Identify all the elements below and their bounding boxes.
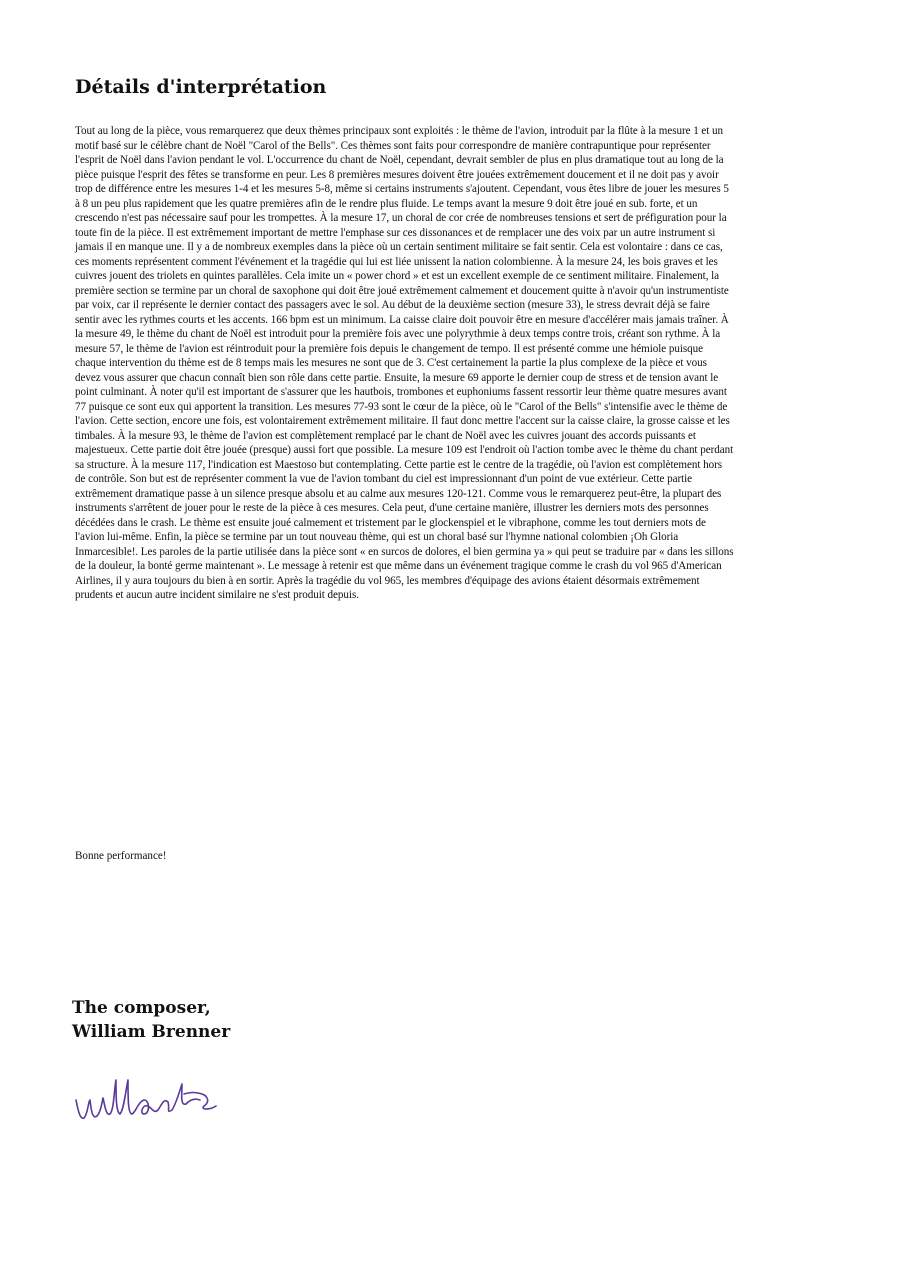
- signoff-line-1: The composer,: [72, 998, 211, 1018]
- signoff-line-2: William Brenner: [72, 1022, 231, 1042]
- page-title: Détails d'interprétation: [75, 76, 327, 98]
- composer-signoff: [72, 996, 230, 1044]
- body-paragraph: Tout au long de la pièce, vous remarquerez que deux thèmes principaux sont exploités : le thème de l'avion, introduit par la flûte à la mesure 1 et un motif basé sur le célèbre chant de Noël "Carol of the Bells". Ces thèmes sont faits pour correspondre de manière contrapuntique pour représenter l'esprit de Noël dans l'avion pendant le vol. L'occurrence du chant de Noël, cependant, devrait sembler de plus en plus dramatique tout au long de la pièce puisque l'esprit des fêtes se transforme en peur. Les 8 premières mesures doivent être jouées extrêmement doucement et il ne doit pas y avoir trop de différence entre les mesures 1-4 et les mesures 5-8, même si certains instruments s'ajoutent. Cependant, vous êtes libre de jouer les mesures 5 à 8 un peu plus rapidement que les quatre premières afin de le rendre plus fluide. Le temps avant la mesure 9 doit être joué en sub. forte, et un crescendo n'est pas nécessaire sauf pour les trompettes. À la mesure 17, un choral de cor crée de nombreuses tensions et sert de préfiguration pour la toute fin de la pièce. Il est extrêmement important de mettre l'emphase sur ces dissonances et de remplacer une des voix par un autre instrument si jamais il en manque une. Il y a de nombreux exemples dans la pièce où un certain sentiment militaire se fait sentir. Cela est volontaire : dans ce cas, ces moments représentent comment l'événement et la tragédie qui lui est liée unissent la nation colombienne. À la mesure 24, les bois graves et les cuivres jouent des triolets en quintes parallèles. Cela imite un « power chord » et est un excellent exemple de ce sentiment militaire. Finalement, la première section se termine par un choral de saxophone qui doit être joué extrêmement calmement et doucement quitte à n'avoir qu'un instrumentiste par voix, car il représente le dernier contact des passagers avec le sol. Au début de la deuxième section (mesure 33), le stress devrait déjà se faire sentir avec les rythmes courts et les accents. 166 bpm est un minimum. La caisse claire doit pouvoir être en mesure d'accélérer mais jamais traîner. À la mesure 49, le thème du chant de Noël est introduit pour la première fois avec une polyrythmie à deux temps contre trois, créant son rythme. À la mesure 57, le thème de l'avion est réintroduit pour la première fois depuis le changement de tempo. Il est présenté comme une hémiole puisque chaque intervention du thème est de 8 temps mais les mesures ne sont que de 3. C'est certainement la partie la plus complexe de la pièce et vous devez vous assurer que chacun connaît bien son rôle dans cette partie. Ensuite, la mesure 69 apporte le dernier coup de stress et de tension avant le point culminant. À noter qu'il est important de s'assurer que les hautbois, trombones et euphoniums fassent ressortir leur thème quatre mesures avant 77 puisque ce sont eux qui apportent la transition. Les mesures 77-93 sont le cœur de la pièce, où le "Carol of the Bells" s'intensifie avec le thème de l'avion. Cette section, encore une fois, est volontairement extrêmement militaire. Il faut donc mettre l'accent sur la caisse claire, la grosse caisse et les timbales. À la mesure 93, le thème de l'avion est complètement remplacé par le chant de Noël avec les cuivres jouant des accords puissants et majestueux. Cette partie doit être jouée (presque) aussi fort que possible. La mesure 109 est l'endroit où l'action tombe avec le thème du chant perdant sa structure. À la mesure 117, l'indication est Maestoso but contemplating. Cette partie est le centre de la tragédie, où l'avion est complètement hors de contrôle. Son but est de représenter comment la vue de l'avion tombant du ciel est impressionnant d'un point de vue extérieur. Cette partie extrêmement dramatique passe à un silence presque absolu et au calme aux mesures 120-121. Comme vous le remarquerez peut-être, la plupart des instruments s'arrêtent de jouer pour le reste de la pièce à ces mesures. Cela peut, d'une certaine manière, illustrer les derniers mots des personnes décédées dans le crash. Le thème est ensuite joué calmement et tristement par le glockenspiel et le vibraphone, comme les tout derniers mots de l'avion lui-même. Enfin, la pièce se termine par un tout nouveau thème, qui est un choral basé sur l'hymne national colombien ¡Oh Gloria Inmarcesible!. Les paroles de la partie utilisée dans la pièce sont « en surcos de dolores, el bien germina ya » qui peut se traduire par « dans les sillons de la douleur, la bonté germe maintenant ». Le message à retenir est que même dans un événement tragique comme le crash du vol 965 d'American Airlines, il y aura toujours du bien à en sortir. Après la tragédie du vol 965, les membres d'équipage des avions étaient désormais extrêmement prudents et aucun autre incident similaire ne s'est produit depuis.: [75, 125, 734, 601]
- closing-line: Bonne performance!: [75, 850, 167, 862]
- handwritten-signature: [70, 1070, 270, 1130]
